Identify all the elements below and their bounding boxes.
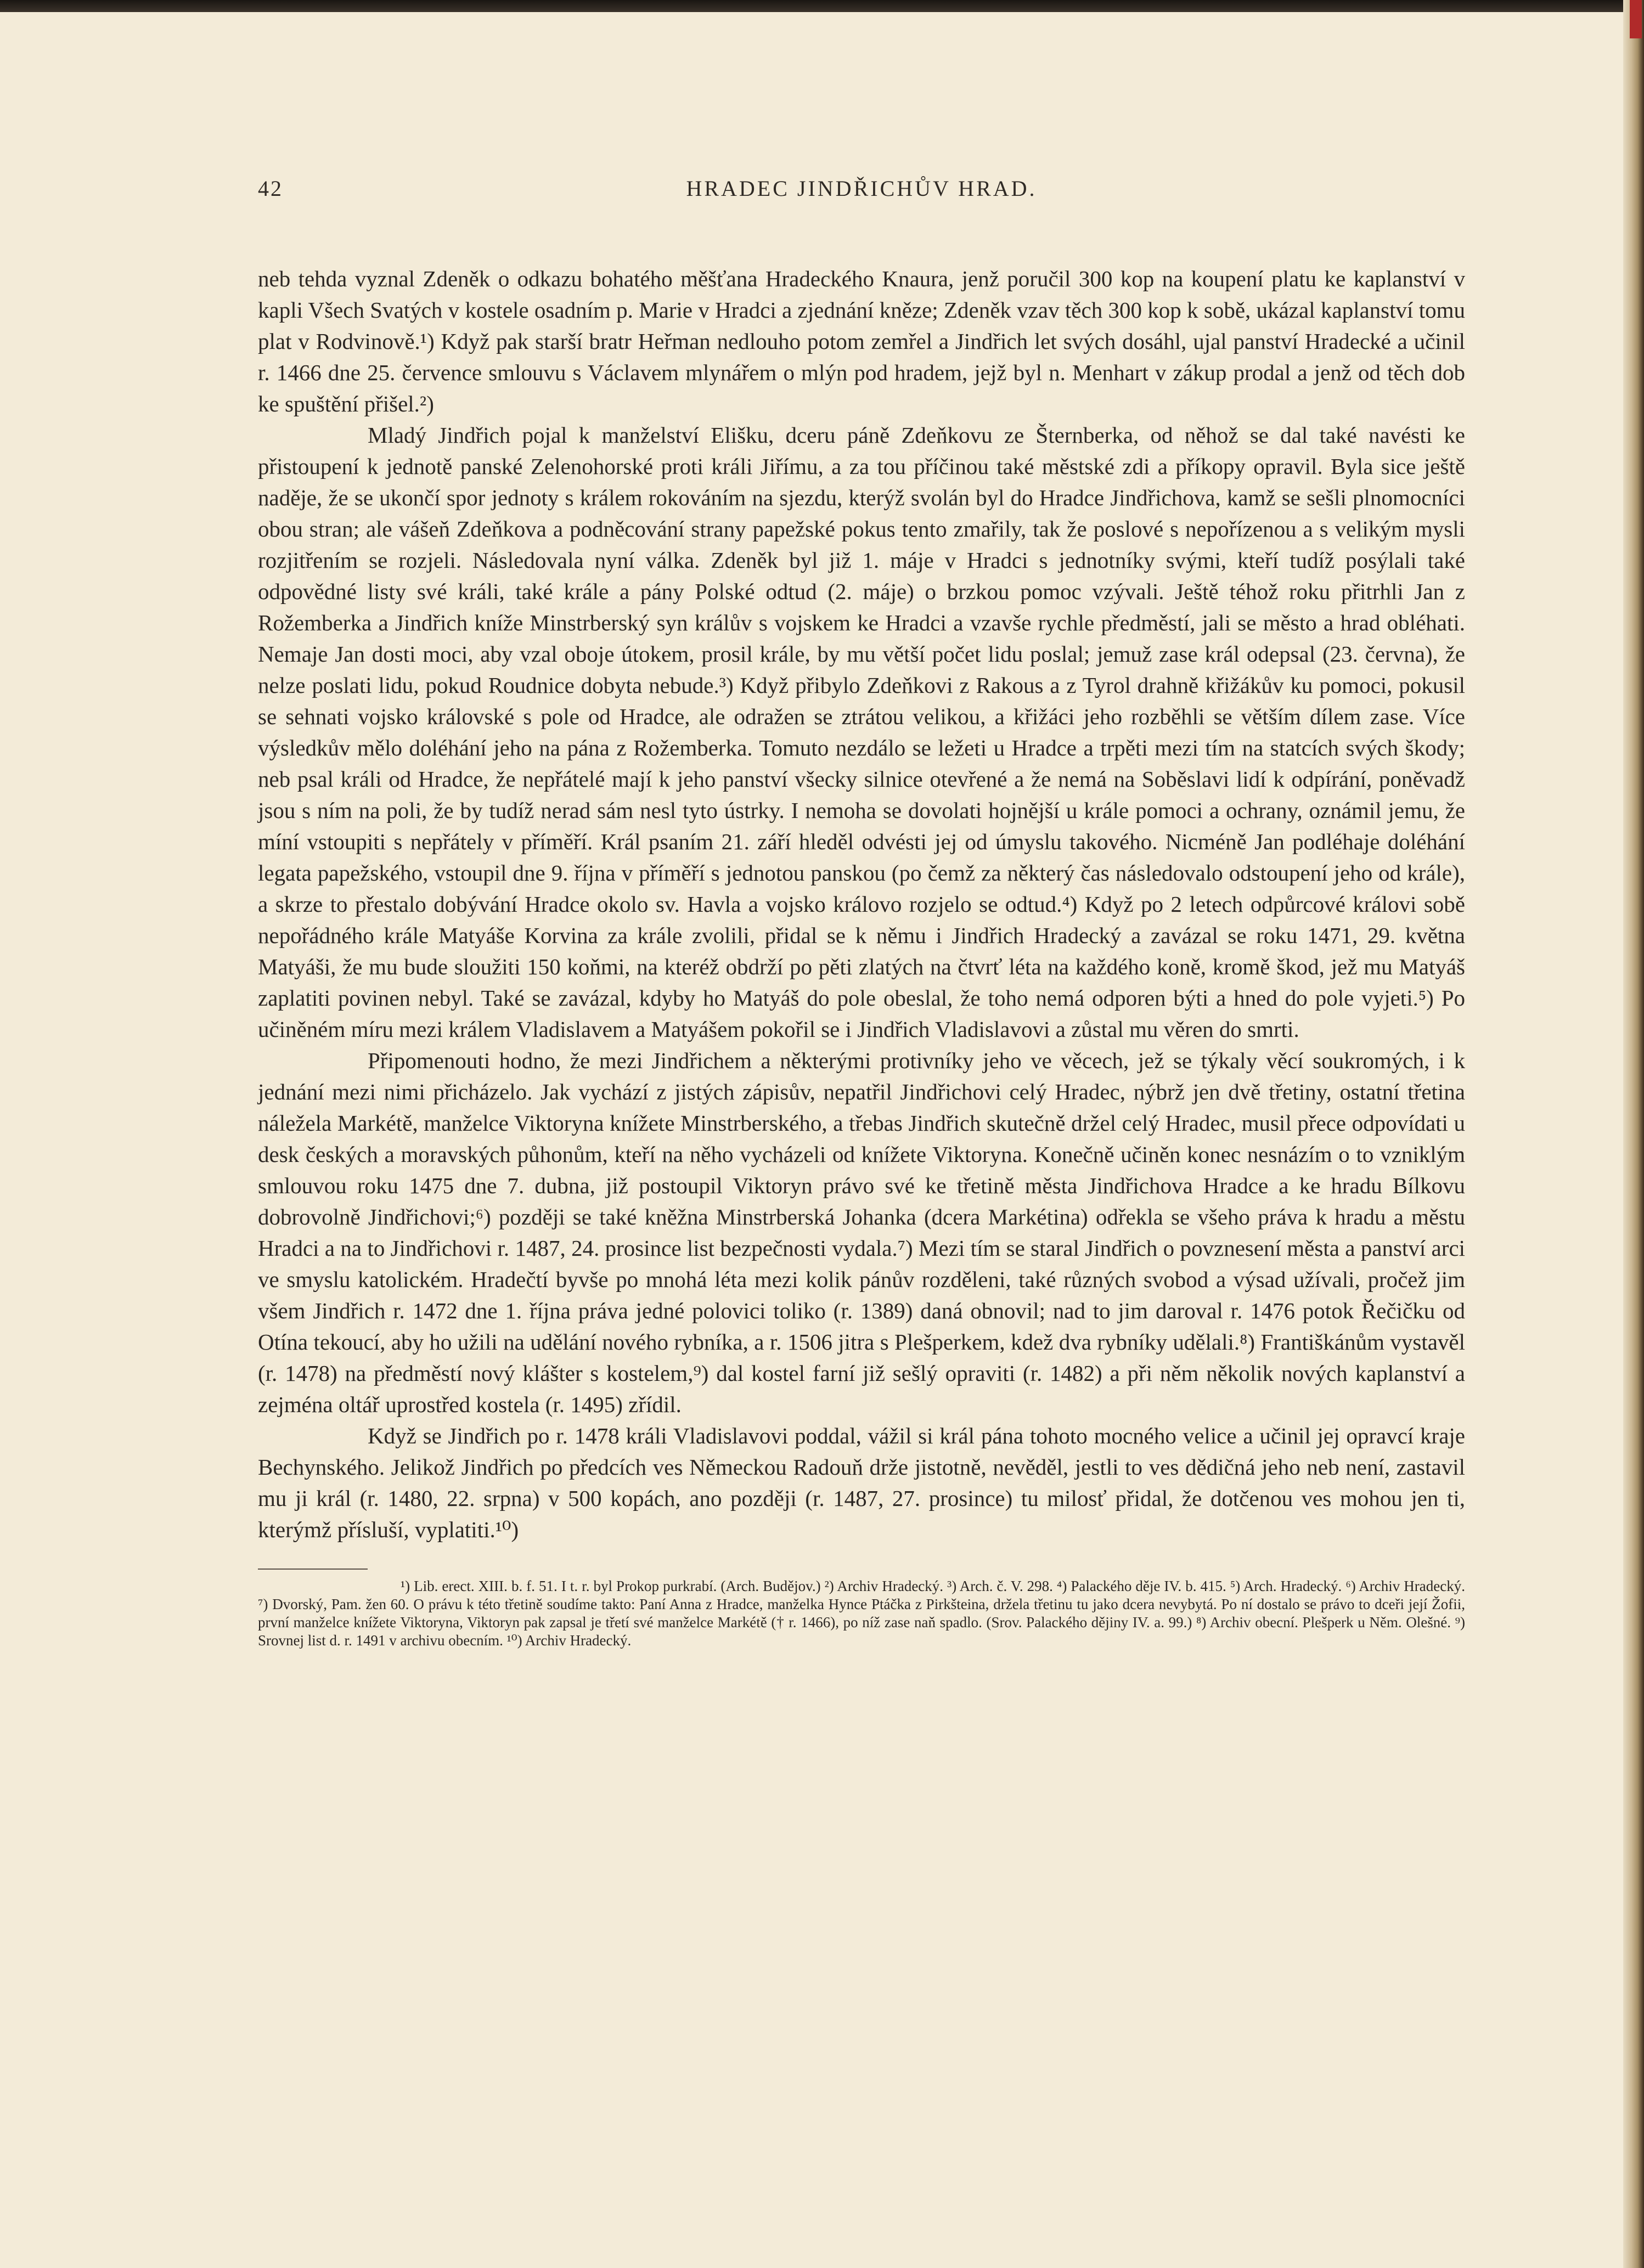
paragraph-4: Když se Jindřich po r. 1478 králi Vladislavovi poddal, vážil si král pána tohoto mocného velice a učinil jej opravcí kraje Bechynského. Jelikož Jindřich po předcích ves Německou Radouň drže jistotně, nevěděl, jestli to ves dědičná jeho neb není, zastavil mu ji král (r. 1480, 22. srpna) v 500 kopách, ano později (r. 1487, 27. prosince) tu milosť přidal, že dotčenou ves mohou jen ti, kterýmž přísluší, vyplatiti.¹⁰)	[258, 1423, 1465, 1542]
body-text	[258, 263, 1465, 1545]
bookmark-ribbon	[1630, 0, 1642, 38]
footnotes: ¹) Lib. erect. XIII. b. f. 51. I t. r. byl Prokop purkrabí. (Arch. Budějov.) ²) Archiv Hradecký. ³) Arch. č. V. 298. ⁴) Palackého děje IV. b. 415. ⁵) Arch. Hradecký. ⁶) Archiv Hradecký. ⁷) Dvorský, Pam. žen 60. O právu k této třetině soudíme takto: Paní Anna z Hradce, manželka Hynce Ptáčka z Pirkšteina, držela třetinu tu jako dcera nevybytá. Po ní dostalo se právo to dceři její Žofii, první manželce knížete Viktoryna, Viktoryn pak zapsal je třetí své manželce Markétě († r. 1466), po níž zase naň spadlo. (Srov. Palackého dějiny IV. a. 99.) ⁸) Archiv obecní. Plešperk u Něm. Olešné. ⁹) Srovnej list d. r. 1491 v archivu obecním. ¹⁰) Archiv Hradecký.	[258, 1578, 1465, 1649]
paragraph-2: Mladý Jindřich pojal k manželství Elišku, dceru páně Zdeňkovu ze Šternberka, od něhož se dal také navésti ke přistoupení k jednotě panské Zelenohorské proti králi Jiřímu, a za tou příčinou také městské zdi a příkopy opravil. Byla sice ještě naděje, že se ukončí spor jednoty s králem rokováním na sjezdu, kterýž svolán byl do Hradce Jindřichova, kamž se sešli plnomocníci obou stran; ale vášeň Zdeňkova a podněcování strany papežské pokus tento zmařily, tak že poslové s nepořízenou a s velikým mysli rozjitřením se rozjeli. Následovala nyní válka. Zdeněk byl již 1. máje v Hradci s jednotníky svými, kteří tudíž posýlali také odpovědné listy své králi, také krále a pány Polské odtud (2. máje) o brzkou pomoc vzývali. Ještě téhož roku přitrhli Jan z Rožemberka a Jindřich kníže Minstrberský syn králův s vojskem ke Hradci a vzavše rychle předměstí, jali se město a hrad obléhati. Nemaje Jan dosti moci, aby vzal oboje útokem, prosil krále, by mu větší počet lidu poslal; jemuž zase král odepsal (23. června), že nelze poslati lidu, pokud Roudnice dobyta nebude.³) Když přibylo Zdeňkovi z Rakous a z Tyrol drahně křižákův ku pomoci, pokusil se sehnati vojsko královské s pole od Hradce, ale odražen se ztrátou velikou, a křižáci jeho rozběhli se větším dílem zase. Více výsledkův mělo doléhání jeho na pána z Rožemberka. Tomuto nezdálo se ležeti u Hradce a trpěti mezi tím na statcích svých škody; neb psal králi od Hradce, že nepřátelé mají k jeho panství všecky silnice otevřené a že nemá na Soběslavi lidí k odpírání, poněvadž jsou s ním na poli, že by tudíž nerad sám nesl tyto ústrky. I nemoha se dovolati hojnější u krále pomoci a ochrany, oznámil jemu, že míní vstoupiti s nepřátely v příměří. Král psaním 21. září hleděl odvésti jej od úmyslu takového. Nicméně Jan podléhaje doléhání legata papežského, vstoupil dne 9. října v příměří s jednotou panskou (po čemž za některý čas následovalo odstoupení jeho od krále), a skrze to přestalo dobývání Hradce okolo sv. Havla a vojsko královo rozjelo se odtud.⁴) Když po 2 letech odpůrcové královi sobě nepořádného krále Matyáše Korvina za krále zvolili, přidal se k němu i Jindřich Hradecký a zavázal se roku 1471, 29. května Matyáši, že mu bude sloužiti 150 koňmi, na kteréž obdrží po pěti zlatých na čtvrť léta na každého koně, kromě škod, jež mu Matyáš zaplatiti povinen nebyl. Také se zavázal, kdyby ho Matyáš do pole obeslal, že toho nemá odporen býti a hned do pole vyjeti.⁵) Po učiněném míru mezi králem Vladislavem a Matyášem pokořil se i Jindřich Vladislavovi a zůstal mu věren do smrti.	[258, 422, 1465, 1042]
page-number: 42	[258, 176, 283, 201]
running-title: HRADEC JINDŘICHŮV HRAD.	[686, 176, 1037, 201]
book-spine-edge	[1623, 0, 1644, 2268]
scan-top-edge	[0, 0, 1644, 12]
paragraph-1: neb tehda vyznal Zdeněk o odkazu bohatého měšťana Hradeckého Knaura, jenž poručil 300 kop na koupení platu ke kaplanství v kapli Všech Svatých v kostele osadním p. Marie v Hradci a zjednání kněze; Zdeněk vzav těch 300 kop k sobě, ukázal kaplanství tomu plat v Rodvinově.¹) Když pak starší bratr Heřman nedlouho potom zemřel a Jindřich let svých dosáhl, ujal panství Hradecké a učinil r. 1466 dne 25. července smlouvu s Václavem mlynářem o mlýn pod hradem, jejž byl n. Menhart v zákup prodal a jenž od těch dob ke spuštění přišel.²)	[258, 266, 1465, 416]
paragraph-3: Připomenouti hodno, že mezi Jindřichem a některými protivníky jeho ve věcech, jež se týkaly věcí soukromých, i k jednání mezi nimi přicházelo. Jak vychází z jistých zápisův, nepatřil Jindřichovi celý Hradec, nýbrž jen dvě třetiny, ostatní třetina náležela Markétě, manželce Viktoryna knížete Minstrberského, a třebas Jindřich skutečně držel celý Hradec, musil přece odpovídati u desk českých a moravských půhonům, kteří na něho vycházeli od knížete Viktoryna. Konečně učiněn konec nesnázím o to vzniklým smlouvou roku 1475 dne 7. dubna, již postoupil Viktoryn právo své ke třetině města Jindřichova Hradce a ke hradu Bílkovu dobrovolně Jindřichovi;⁶) později se také kněžna Minstrberská Johanka (dcera Markétina) odřekla se všeho práva k hradu a městu Hradci a na to Jindřichovi r. 1487, 24. prosince list bezpečnosti vydala.⁷) Mezi tím se staral Jindřich o povznesení města a panství arci ve smyslu katolickém. Hradečtí byvše po mnohá léta mezi kolik pánův rozděleni, také různých svobod a výsad užívali, pročež jim všem Jindřich r. 1472 dne 1. října práva jedné polovici toliko (r. 1389) daná obnovil; nad to jim daroval r. 1476 potok Řečičku od Otína tekoucí, aby ho užili na udělání nového rybníka, a r. 1506 jitra s Plešperkem, kdež dva rybníky udělali.⁸) Františkánům vystavěl (r. 1478) na předměstí nový klášter s kostelem,⁹) dal kostel farní již sešlý opraviti (r. 1482) a při něm několik nových kaplanství a zejména oltář uprostřed kostela (r. 1495) zřídil.	[258, 1048, 1465, 1417]
running-head	[258, 176, 1465, 214]
book-page	[258, 176, 1465, 2216]
footnote-divider	[258, 1569, 368, 1570]
